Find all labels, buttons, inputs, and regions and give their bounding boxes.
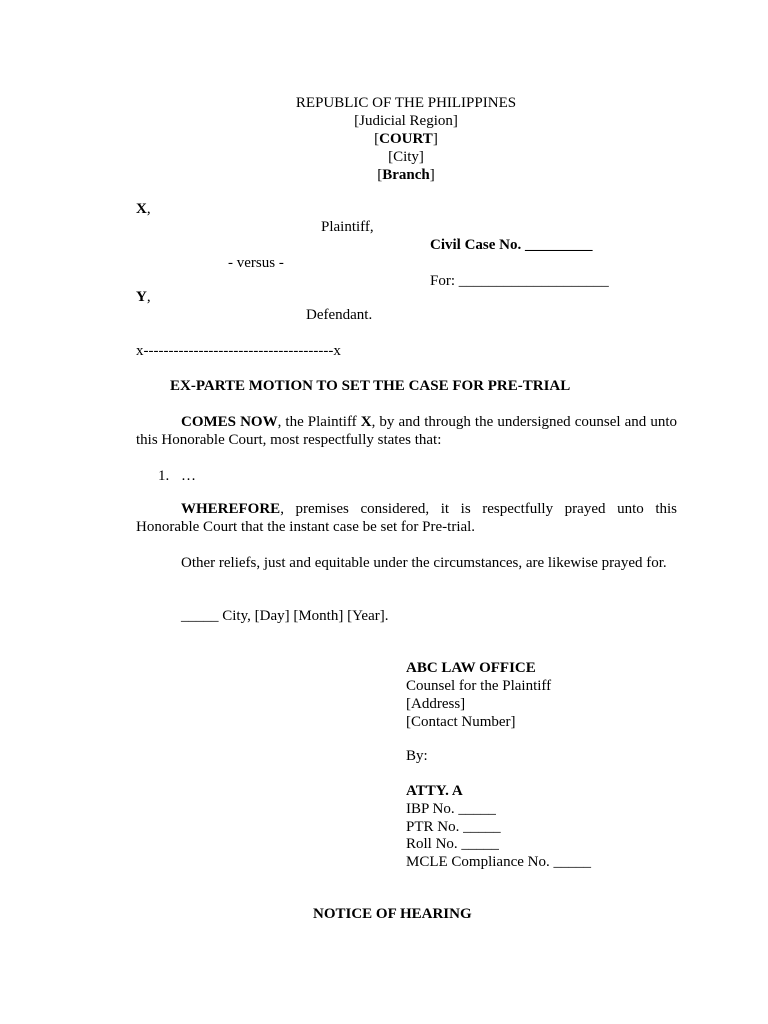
- branch-close-bracket: ]: [429, 167, 435, 183]
- court-close-bracket: ]: [432, 131, 438, 147]
- firm-address: [Address]: [406, 696, 466, 712]
- roll-number: Roll No. _____: [406, 836, 499, 852]
- comes-now-paragraph: [136, 413, 677, 449]
- judicial-region: [Judicial Region]: [354, 113, 458, 129]
- list-item-1-text: …: [181, 468, 196, 484]
- other-reliefs-text: Other reliefs, just and equitable under the circumstances, are likewise prayed for.: [181, 555, 667, 571]
- place-and-date: _____ City, [Day] [Month] [Year].: [181, 608, 389, 624]
- versus-label: - versus -: [228, 255, 284, 271]
- for-line: For: ____________________: [430, 273, 609, 289]
- ptr-number: PTR No. _____: [406, 819, 501, 835]
- ibp-number: IBP No. _____: [406, 801, 496, 817]
- motion-title: EX-PARTE MOTION TO SET THE CASE FOR PRE-TRIAL: [170, 378, 571, 394]
- comes-now-text-b: , by and through the undersigned counsel and unto this Honorable Court, most respectfully states that:: [136, 414, 677, 448]
- comes-now-text-a: , the Plaintiff: [277, 414, 361, 430]
- mcle-compliance-number: MCLE Compliance No. _____: [406, 854, 591, 870]
- branch-open-bracket: [: [377, 167, 383, 183]
- wherefore-text: , premises considered, it is respectfully prayed unto this Honorable Court that the instant case be set for Pre-trial.: [136, 501, 677, 535]
- by-label: By:: [406, 748, 428, 764]
- defendant-name: [136, 288, 151, 306]
- defendant-letter: Y: [136, 289, 147, 305]
- plaintiff-comma: ,: [146, 201, 151, 217]
- court-name: [0, 130, 768, 148]
- republic-heading: REPUBLIC OF THE PHILIPPINES: [295, 95, 517, 111]
- notice-of-hearing-title: NOTICE OF HEARING: [313, 906, 472, 922]
- defendant-label: Defendant.: [306, 307, 373, 323]
- plaintiff-name: [136, 200, 151, 218]
- branch-name: [0, 166, 768, 184]
- defendant-comma: ,: [146, 289, 151, 305]
- court-label: COURT: [379, 131, 433, 147]
- comes-now-party: X: [360, 414, 372, 430]
- civil-case-number: Civil Case No. _________: [430, 237, 593, 253]
- comes-now-label: COMES NOW: [181, 414, 278, 430]
- list-item-1-number: 1.: [158, 468, 170, 484]
- counsel-for-label: Counsel for the Plaintiff: [406, 678, 552, 694]
- branch-label: Branch: [382, 167, 430, 183]
- attorney-name: ATTY. A: [406, 783, 463, 799]
- plaintiff-label: Plaintiff,: [321, 219, 374, 235]
- other-reliefs-paragraph: [136, 554, 677, 572]
- wherefore-label: WHEREFORE: [181, 501, 281, 517]
- law-firm-name: ABC LAW OFFICE: [406, 660, 536, 676]
- city-name: [City]: [388, 149, 424, 165]
- plaintiff-letter: X: [136, 201, 147, 217]
- court-open-bracket: [: [374, 131, 380, 147]
- firm-contact-number: [Contact Number]: [406, 714, 516, 730]
- caption-divider: x--------------------------------------x: [136, 343, 341, 359]
- wherefore-paragraph: [136, 500, 677, 536]
